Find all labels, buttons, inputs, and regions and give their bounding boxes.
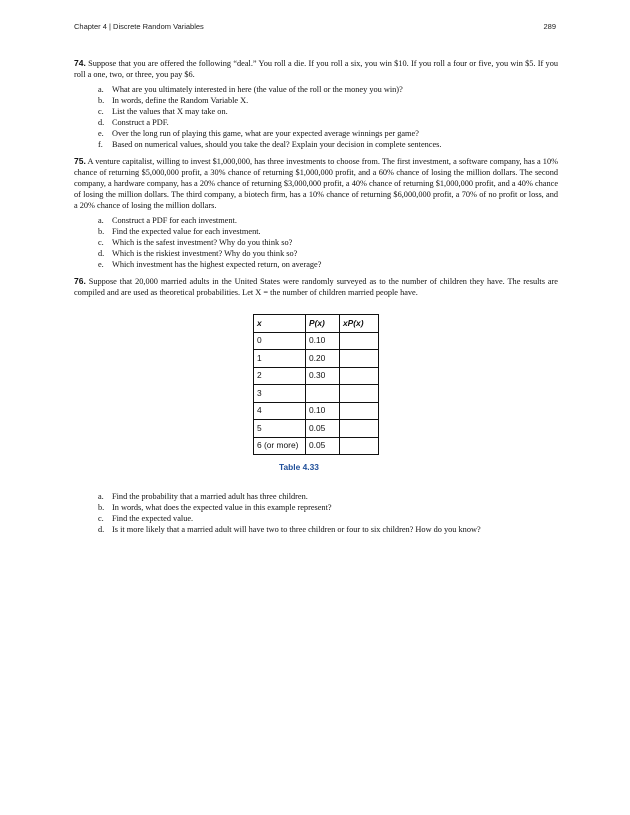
page-number: 289 xyxy=(543,22,556,31)
table-row xyxy=(254,350,379,368)
table-row xyxy=(254,332,379,350)
column-header-x: x xyxy=(254,315,306,333)
list-item: d. Is it more likely that a married adult will have two to three children or four to six children? How do you know? xyxy=(98,525,481,534)
page-header xyxy=(74,22,556,36)
table-cell: 2 xyxy=(254,367,306,385)
probability-table xyxy=(253,314,379,455)
list-item: c. Find the expected value. xyxy=(98,514,194,523)
list-item: d. Construct a PDF. xyxy=(98,118,169,127)
problem-76-items xyxy=(74,491,558,535)
problem-number: 75. xyxy=(74,156,86,166)
problem-number: 76. xyxy=(74,276,86,286)
table-cell: 0 xyxy=(254,332,306,350)
table-row xyxy=(254,420,379,438)
problem-text: Suppose that you are offered the following “deal.” You roll a die. If you roll a six, you win $10. If you roll a four or five, you win $5. If you roll a one, two, or three, you pay $6. xyxy=(74,59,559,79)
list-item: a. What are you ultimately interested in here (the value of the roll or the money you win)? xyxy=(98,85,403,94)
table-cell xyxy=(340,350,379,368)
list-item: d. Which is the riskiest investment? Why do you think so? xyxy=(98,249,298,258)
table-cell: 0.10 xyxy=(306,332,340,350)
table-row xyxy=(254,385,379,403)
problem-74-items xyxy=(74,84,558,150)
list-item: c. List the values that X may take on. xyxy=(98,107,228,116)
table-cell xyxy=(340,367,379,385)
list-item: b. Find the expected value for each investment. xyxy=(98,227,261,236)
table-cell: 0.10 xyxy=(306,402,340,420)
table-cell: 0.05 xyxy=(306,420,340,438)
list-item: e. Which investment has the highest expected return, on average? xyxy=(98,260,322,269)
problem-75-items xyxy=(74,215,558,270)
list-item: c. Which is the safest investment? Why do you think so? xyxy=(98,238,293,247)
problem-76 xyxy=(74,276,558,298)
table-caption: Table 4.33 xyxy=(279,462,319,472)
table-cell: 0.30 xyxy=(306,367,340,385)
table-cell xyxy=(340,420,379,438)
problem-text: Suppose that 20,000 married adults in the United States were randomly surveyed as to the number of children they have. The results are compiled and are used as theoretical probabilities. Let X = the number of children married people have. xyxy=(74,277,558,297)
list-item: b. In words, what does the expected value in this example represent? xyxy=(98,503,332,512)
column-header-xpx: xP(x) xyxy=(340,315,379,333)
table-row xyxy=(254,402,379,420)
problem-text: A venture capitalist, willing to invest $1,000,000, has three investments to choose from. The first investment, a software company, has a 10% chance of returning $5,000,000 profit, a 30% chance of returning $1,000,000 profit, and a 60% chance of losing the million dollars. The second company, a hardware company, has a 20% chance of returning $3,000,000 profit, a 40% chance of returning $1,000,000 profit, and a 40% chance of losing the million dollars. The third company, a biotech firm, has a 10% chance of returning $6,000,000 profit, a 70% of no profit or loss, and a 20% chance of losing the million dollars. xyxy=(74,157,559,210)
list-item: b. In words, define the Random Variable X. xyxy=(98,96,249,105)
problem-75 xyxy=(74,156,558,211)
table-row xyxy=(254,367,379,385)
table-cell: 0.05 xyxy=(306,437,340,455)
table-cell xyxy=(340,402,379,420)
list-item: e. Over the long run of playing this game, what are your expected average winnings per game? xyxy=(98,129,419,138)
list-item: a. Find the probability that a married adult has three children. xyxy=(98,492,308,501)
table-cell: 0.20 xyxy=(306,350,340,368)
table-row xyxy=(254,437,379,455)
column-header-px: P(x) xyxy=(306,315,340,333)
table-cell xyxy=(340,437,379,455)
table-cell xyxy=(340,385,379,403)
chapter-title: Chapter 4 | Discrete Random Variables xyxy=(74,22,204,31)
table-cell xyxy=(340,332,379,350)
table-wrapper xyxy=(253,314,558,455)
table-cell: 1 xyxy=(254,350,306,368)
list-item: f. Based on numerical values, should you take the deal? Explain your decision in complete sentences. xyxy=(98,140,442,149)
table-header-row xyxy=(254,315,379,333)
problem-74 xyxy=(74,58,558,80)
table-cell: 5 xyxy=(254,420,306,438)
page-content xyxy=(74,58,558,541)
table-cell: 3 xyxy=(254,385,306,403)
table-cell xyxy=(306,385,340,403)
table-cell: 6 (or more) xyxy=(254,437,306,455)
table-cell: 4 xyxy=(254,402,306,420)
list-item: a. Construct a PDF for each investment. xyxy=(98,216,237,225)
problem-number: 74. xyxy=(74,58,86,68)
